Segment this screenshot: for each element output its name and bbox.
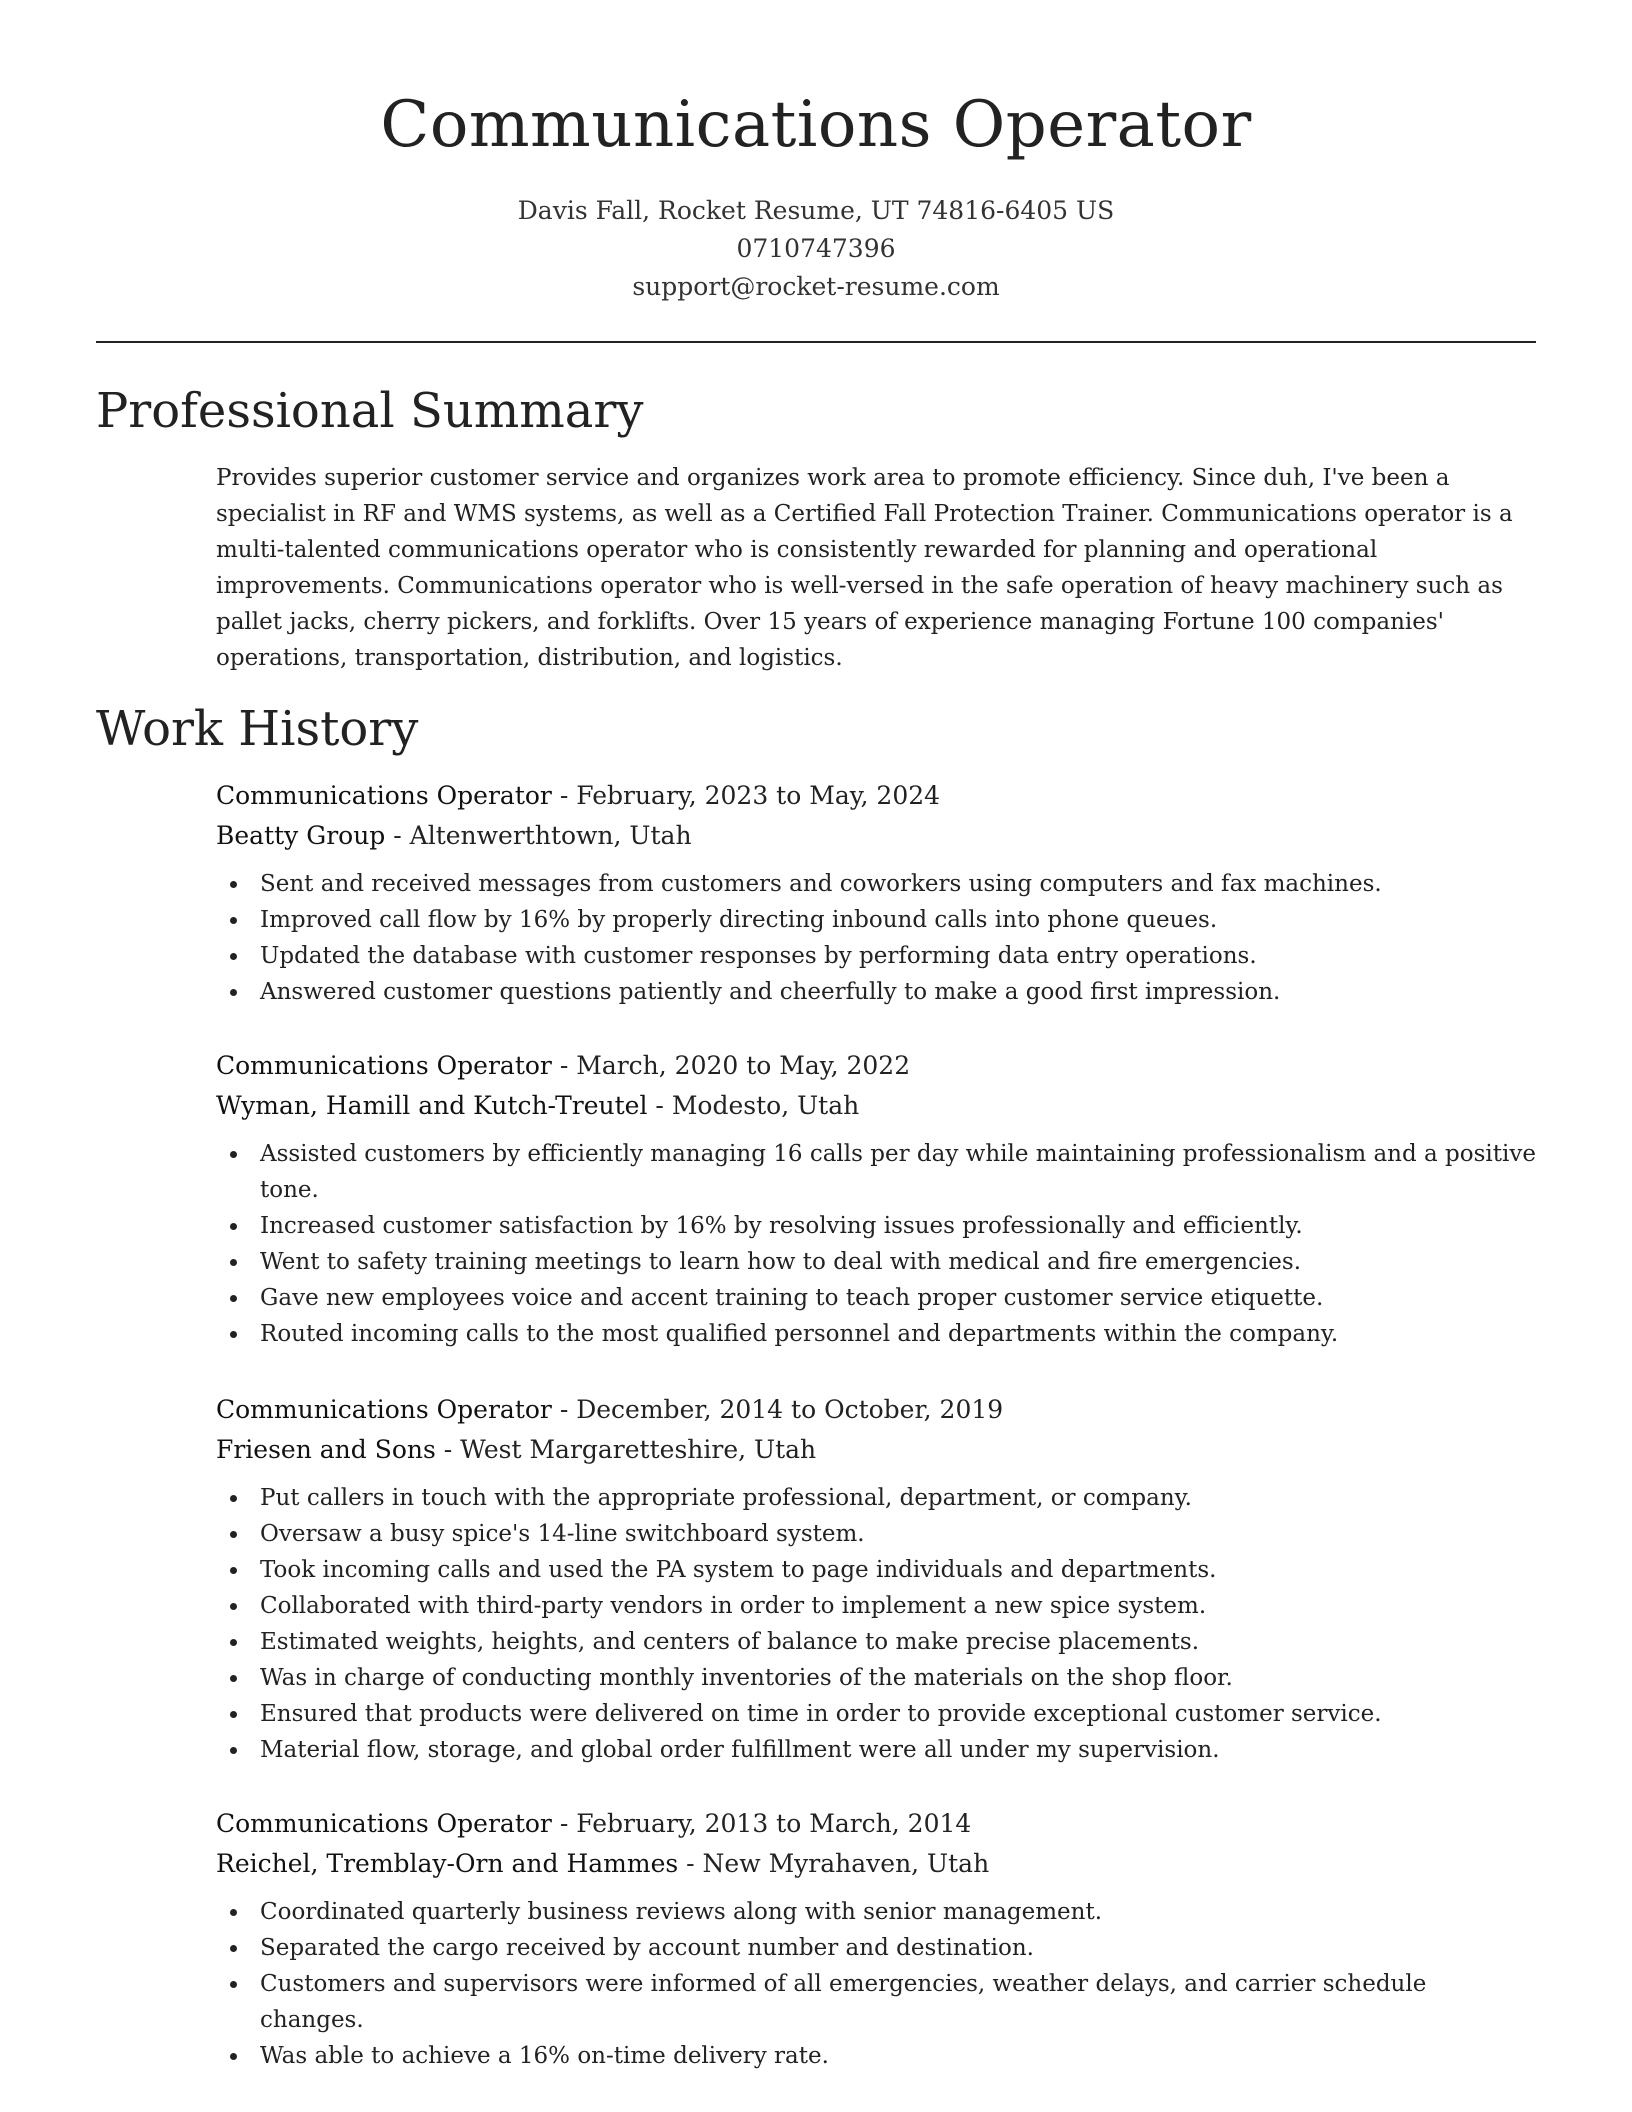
separator: -	[551, 1809, 577, 1838]
contact-phone: 0710747396	[736, 234, 896, 263]
job-title: Communications Operator	[216, 1051, 552, 1080]
separator: -	[385, 821, 410, 850]
contact-email: support@rocket-resume.com	[632, 272, 1000, 301]
job-location: Modesto, Utah	[671, 1091, 860, 1120]
job-bullet: Took incoming calls and used the PA system to page individuals and departments.	[216, 1552, 1536, 1588]
job-bullets	[216, 1894, 1536, 2074]
job-bullet: Updated the database with customer responses by performing data entry operations.	[216, 938, 1536, 974]
job-dates: February, 2023 to May, 2024	[576, 781, 941, 810]
summary-heading: Professional Summary	[96, 383, 644, 439]
job-dates: March, 2020 to May, 2022	[576, 1051, 911, 1080]
job-bullet: Oversaw a busy spice's 14-line switchboard system.	[216, 1516, 1536, 1552]
work-history-heading: Work History	[96, 701, 419, 757]
separator: -	[551, 781, 577, 810]
job-location: New Myrahaven, Utah	[702, 1849, 990, 1878]
job-bullet: Assisted customers by efficiently managing 16 calls per day while maintaining professionalism and a positive tone.	[216, 1136, 1536, 1208]
job-company: Reichel, Tremblay-Orn and Hammes	[216, 1849, 679, 1878]
job-bullet: Routed incoming calls to the most qualified personnel and departments within the company.	[216, 1316, 1536, 1352]
job-dates: February, 2013 to March, 2014	[576, 1809, 972, 1838]
job-title-line	[216, 1804, 1536, 1844]
job-company-line	[216, 1844, 1536, 1884]
job-company: Friesen and Sons	[216, 1435, 436, 1464]
job-company-line	[216, 1430, 1536, 1470]
job-title-line	[216, 776, 1536, 816]
job-dates: December, 2014 to October, 2019	[576, 1395, 1004, 1424]
job-bullet: Material flow, storage, and global order fulfillment were all under my supervision.	[216, 1732, 1536, 1768]
job-bullet: Was able to achieve a 16% on-time delivery rate.	[216, 2038, 1536, 2074]
job-bullet: Improved call flow by 16% by properly directing inbound calls into phone queues.	[216, 902, 1536, 938]
job-title: Communications Operator	[216, 781, 552, 810]
separator: -	[551, 1051, 577, 1080]
job-bullets	[216, 866, 1536, 1010]
page-title: Communications Operator	[380, 88, 1252, 162]
job-company: Beatty Group	[216, 821, 386, 850]
job-company: Wyman, Hamill and Kutch-Treutel	[216, 1091, 648, 1120]
job-bullet: Estimated weights, heights, and centers of balance to make precise placements.	[216, 1624, 1536, 1660]
job-title: Communications Operator	[216, 1809, 552, 1838]
job-location: Altenwerthtown, Utah	[409, 821, 692, 850]
job-bullets	[216, 1480, 1536, 1768]
separator: -	[647, 1091, 672, 1120]
job-bullet: Answered customer questions patiently and cheerfully to make a good first impression.	[216, 974, 1536, 1010]
job-title-line	[216, 1390, 1536, 1430]
separator: -	[551, 1395, 577, 1424]
job-bullet: Went to safety training meetings to learn how to deal with medical and fire emergencies.	[216, 1244, 1536, 1280]
job-bullet: Was in charge of conducting monthly inventories of the materials on the shop floor.	[216, 1660, 1536, 1696]
job-title-line	[216, 1046, 1536, 1086]
job-bullet: Separated the cargo received by account number and destination.	[216, 1930, 1536, 1966]
job-entry	[216, 1390, 1536, 1768]
job-company-line	[216, 1086, 1536, 1126]
job-bullet: Put callers in touch with the appropriate professional, department, or company.	[216, 1480, 1536, 1516]
resume-header	[96, 80, 1536, 306]
header-divider	[96, 341, 1536, 343]
job-bullet: Customers and supervisors were informed of all emergencies, weather delays, and carrier schedule changes.	[216, 1966, 1536, 2038]
job-entry	[216, 1046, 1536, 1352]
job-bullets	[216, 1136, 1536, 1352]
job-bullet: Increased customer satisfaction by 16% by resolving issues professionally and efficiently.	[216, 1208, 1536, 1244]
job-bullet: Ensured that products were delivered on time in order to provide exceptional customer service.	[216, 1696, 1536, 1732]
job-entry	[216, 776, 1536, 1010]
job-company-line	[216, 816, 1536, 856]
contact-address: Davis Fall, Rocket Resume, UT 74816-6405 US	[517, 196, 1115, 225]
separator: -	[678, 1849, 703, 1878]
job-title: Communications Operator	[216, 1395, 552, 1424]
job-entry	[216, 1804, 1536, 2074]
job-bullet: Collaborated with third-party vendors in order to implement a new spice system.	[216, 1588, 1536, 1624]
separator: -	[435, 1435, 461, 1464]
summary-text: Provides superior customer service and organizes work area to promote efficiency. Since duh, I've been a specialist in RF and WMS systems, as well as a Certified Fall Protection Trainer. Communications operator is a multi-talented communications operator who is consistently rewarded for planning and operational improvements. Communications operator who is well-versed in the safe operation of heavy machinery such as pallet jacks, cherry pickers, and forklifts. Over 15 years of experience managing Fortune 100 companies' operations, transportation, distribution, and logistics.	[216, 465, 1513, 671]
job-bullet: Coordinated quarterly business reviews along with senior management.	[216, 1894, 1536, 1930]
job-bullet: Gave new employees voice and accent training to teach proper customer service etiquette.	[216, 1280, 1536, 1316]
job-location: West Margaretteshire, Utah	[460, 1435, 817, 1464]
job-bullet: Sent and received messages from customers and coworkers using computers and fax machines.	[216, 866, 1536, 902]
